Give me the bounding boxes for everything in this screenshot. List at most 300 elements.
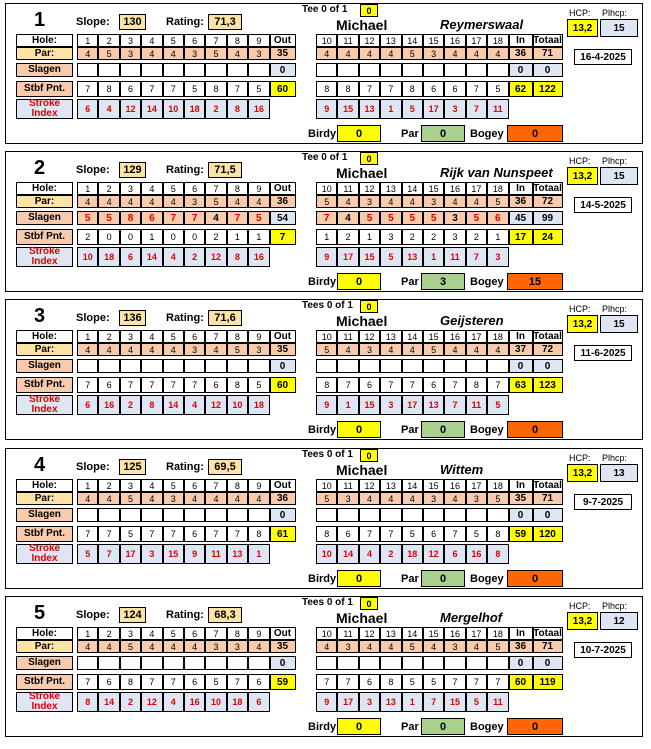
- slagen-front-row: [77, 211, 296, 225]
- slagen-cell: 3: [444, 211, 465, 225]
- player-name: Michael: [336, 313, 388, 329]
- slagen-cell: [163, 359, 184, 373]
- slagen-cell: [466, 359, 487, 373]
- par-out-total: 36: [270, 492, 296, 505]
- si-cell: 11: [205, 544, 226, 564]
- slope-value: 124: [119, 607, 146, 623]
- slagen-cell: [487, 63, 508, 77]
- stbf-cell: 5: [423, 674, 444, 690]
- si-cell: 3: [444, 99, 465, 119]
- holes-cell: 13: [380, 627, 401, 640]
- stbf-cell: 6: [98, 377, 119, 393]
- birdy-label: Birdy: [308, 721, 337, 733]
- si-cell: 5: [380, 247, 401, 267]
- stbf-cell: 7: [444, 377, 465, 393]
- si-cell: 17: [120, 544, 141, 564]
- si-cell: 14: [163, 395, 184, 415]
- slagen-cell: [487, 359, 508, 373]
- slagen-cell: [163, 656, 184, 670]
- holes-cell: 17: [466, 479, 487, 492]
- par-cell: 5: [120, 492, 141, 505]
- bogey-count: 15: [507, 273, 563, 290]
- slagen-cell: 7: [227, 211, 248, 225]
- birdy-label: Birdy: [308, 276, 337, 288]
- stbf-cell: 5: [487, 81, 508, 97]
- birdy-label: Birdy: [308, 128, 337, 140]
- stbf-back-row: [316, 229, 563, 245]
- tee-label: Tees 0 of 1: [302, 300, 353, 311]
- bogey-count: 0: [507, 125, 563, 142]
- si-cell: 5: [77, 544, 98, 564]
- stbf-cell: 7: [359, 81, 380, 97]
- slagen-out-total: 0: [270, 63, 296, 77]
- si-cell: 16: [248, 99, 269, 119]
- slagen-front-row: [77, 359, 296, 373]
- par-cell: 4: [205, 492, 226, 505]
- slagen-cell: [359, 508, 380, 522]
- slagen-in-total: 0: [509, 656, 533, 670]
- course-name: Reymerswaal: [440, 17, 524, 32]
- par-back-row: [316, 640, 563, 653]
- stbf-cell: 5: [120, 526, 141, 542]
- holes-cell: 9: [248, 182, 269, 195]
- slagen-cell: [141, 656, 162, 670]
- plhcp-value: 12: [600, 612, 638, 630]
- holes-cell: 3: [120, 330, 141, 343]
- holes-cell: 6: [184, 627, 205, 640]
- si-cell: 3: [359, 692, 380, 712]
- par-cell: 4: [141, 47, 162, 60]
- holes-cell: 15: [423, 627, 444, 640]
- slagen-cell: 5: [466, 211, 487, 225]
- slagen-cell: [227, 63, 248, 77]
- par-cell: 4: [487, 47, 508, 60]
- holes-cell: 9: [248, 627, 269, 640]
- slagen-out-total: 0: [270, 359, 296, 373]
- stbf-cell: 8: [402, 81, 423, 97]
- holes-cell: 4: [141, 182, 162, 195]
- player-name: Michael: [336, 17, 388, 33]
- par-cell: 4: [359, 640, 380, 653]
- si-cell: 18: [248, 395, 269, 415]
- tee-value: 0: [360, 449, 378, 462]
- slagen-cell: [337, 63, 358, 77]
- stbf-in-total: 17: [509, 229, 533, 245]
- par-cell: 4: [380, 640, 401, 653]
- holes-cell: 14: [402, 182, 423, 195]
- slagen-cell: [402, 508, 423, 522]
- par-back-row: [316, 47, 563, 60]
- tee-value: 0: [360, 4, 378, 17]
- holes-cell: 5: [163, 330, 184, 343]
- si-cell: 10: [163, 99, 184, 119]
- player-name: Michael: [336, 610, 388, 626]
- stbf-out-total: 60: [270, 81, 296, 97]
- holes-cell: 10: [316, 479, 337, 492]
- si-cell: 10: [205, 692, 226, 712]
- par-cell: 4: [77, 640, 98, 653]
- holes-cell: 13: [380, 182, 401, 195]
- stbf-cell: 6: [120, 81, 141, 97]
- stbf-cell: 7: [98, 526, 119, 542]
- holes-grand-total: Totaal: [533, 183, 562, 194]
- course-name: Wittem: [440, 462, 484, 477]
- par-cell: 4: [380, 195, 401, 208]
- si-cell: 5: [402, 99, 423, 119]
- holes-cell: 1: [77, 34, 98, 47]
- par-count-label: Par: [401, 276, 419, 288]
- par-count: 0: [421, 421, 465, 438]
- si-cell: 12: [120, 99, 141, 119]
- holes-out-total: Out: [270, 479, 296, 492]
- stbf-in-total: 63: [509, 377, 533, 393]
- si-cell: 13: [423, 395, 444, 415]
- par-cell: 4: [337, 195, 358, 208]
- holes-cell: 6: [184, 182, 205, 195]
- tee-label: Tees 0 of 1: [302, 449, 353, 460]
- stbf-row-label: Stbf Pnt.: [16, 377, 73, 393]
- round-date: 11-6-2025: [574, 345, 632, 361]
- slagen-cell: [444, 359, 465, 373]
- par-cell: 4: [141, 640, 162, 653]
- holes-cell: 18: [487, 479, 508, 492]
- par-count-label: Par: [401, 573, 419, 585]
- si-cell: 10: [77, 247, 98, 267]
- holes-cell: 13: [380, 330, 401, 343]
- holes-cell: 17: [466, 330, 487, 343]
- si-cell: 13: [359, 99, 380, 119]
- bogey-label: Bogey: [470, 573, 504, 585]
- stbf-cell: 8: [316, 526, 337, 542]
- slagen-cell: [402, 63, 423, 77]
- par-cell: 5: [402, 47, 423, 60]
- bogey-label: Bogey: [470, 128, 504, 140]
- stbf-grand-total: 122: [533, 81, 563, 97]
- stbf-cell: 2: [337, 229, 358, 245]
- holes-cell: 12: [359, 182, 380, 195]
- slagen-cell: [98, 63, 119, 77]
- stbf-in-total: 62: [509, 81, 533, 97]
- holes-cell: 3: [120, 627, 141, 640]
- par-cell: 4: [205, 343, 226, 356]
- stbf-back-row: [316, 674, 563, 690]
- slagen-cell: 7: [163, 211, 184, 225]
- holes-in-total: In: [509, 182, 533, 195]
- round-number: 3: [34, 305, 46, 327]
- si-cell: 17: [337, 692, 358, 712]
- par-cell: 4: [466, 343, 487, 356]
- holes-front-row: [77, 330, 296, 343]
- stbf-cell: 1: [487, 229, 508, 245]
- par-front-row: [77, 492, 296, 505]
- rating-value: 68,3: [208, 607, 242, 623]
- si-cell: 17: [402, 395, 423, 415]
- si-cell: 13: [402, 247, 423, 267]
- par-cell: 4: [248, 492, 269, 505]
- plhcp-value: 13: [600, 464, 638, 482]
- holes-cell: 7: [205, 34, 226, 47]
- par-back-row: [316, 195, 563, 208]
- holes-cell: 15: [423, 182, 444, 195]
- si-cell: 12: [205, 247, 226, 267]
- slagen-cell: 5: [359, 211, 380, 225]
- slagen-cell: [120, 63, 141, 77]
- slagen-in-total: 0: [509, 508, 533, 522]
- stbf-cell: 7: [141, 674, 162, 690]
- round-card: [5, 448, 643, 589]
- slagen-cell: [316, 508, 337, 522]
- round-date: 14-5-2025: [574, 197, 632, 213]
- stbf-front-row: [77, 81, 296, 97]
- par-cell: 4: [163, 47, 184, 60]
- holes-cell: 11: [337, 34, 358, 47]
- par-front-row: [77, 195, 296, 208]
- bogey-label: Bogey: [470, 721, 504, 733]
- slagen-cell: [380, 508, 401, 522]
- stbf-row-label: Stbf Pnt.: [16, 81, 73, 97]
- holes-cell: 6: [184, 479, 205, 492]
- stbf-cell: 5: [402, 526, 423, 542]
- si-cell: 12: [423, 544, 444, 564]
- si-cell: 7: [98, 544, 119, 564]
- slagen-cell: [163, 508, 184, 522]
- slope-value: 129: [119, 162, 146, 178]
- slagen-back-row: [316, 656, 563, 670]
- stbf-cell: 7: [163, 377, 184, 393]
- stroke-index-row-label: Stroke Index: [16, 99, 73, 119]
- round-card: [5, 299, 643, 440]
- stbf-cell: 2: [402, 229, 423, 245]
- rating-label: Rating:: [166, 164, 204, 176]
- holes-cell: 12: [359, 330, 380, 343]
- holes-cell: 16: [444, 182, 465, 195]
- slagen-cell: [77, 656, 98, 670]
- par-cell: 5: [423, 343, 444, 356]
- holes-cell: 14: [402, 330, 423, 343]
- slagen-cell: [423, 508, 444, 522]
- par-cell: 3: [337, 492, 358, 505]
- slope-value: 136: [119, 310, 146, 326]
- slope-label: Slope:: [76, 312, 110, 324]
- stbf-cell: 8: [98, 81, 119, 97]
- holes-front-row: [77, 627, 296, 640]
- slagen-cell: [120, 656, 141, 670]
- birdy-count: 0: [337, 273, 381, 290]
- slagen-cell: [141, 63, 162, 77]
- slagen-row-label: Slagen: [16, 63, 73, 77]
- holes-grand-total: Totaal: [533, 480, 562, 491]
- stbf-cell: 5: [248, 81, 269, 97]
- hcp-value: 13,2: [567, 464, 598, 482]
- stbf-cell: 5: [248, 377, 269, 393]
- par-cell: 3: [184, 47, 205, 60]
- par-out-total: 35: [270, 47, 296, 60]
- stbf-cell: 1: [141, 229, 162, 245]
- stbf-cell: 8: [337, 81, 358, 97]
- si-cell: 1: [380, 99, 401, 119]
- slagen-cell: 5: [98, 211, 119, 225]
- stbf-cell: 7: [380, 81, 401, 97]
- holes-cell: 10: [316, 182, 337, 195]
- par-count-label: Par: [401, 721, 419, 733]
- stbf-in-total: 60: [509, 674, 533, 690]
- slagen-cell: [487, 508, 508, 522]
- si-cell: 9: [316, 692, 337, 712]
- par-grand-total: 72: [533, 195, 563, 208]
- si-cell: 18: [402, 544, 423, 564]
- stbf-cell: 3: [380, 229, 401, 245]
- slagen-out-total: 0: [270, 508, 296, 522]
- slagen-cell: [402, 359, 423, 373]
- stbf-cell: 7: [337, 377, 358, 393]
- holes-front-row: [77, 182, 296, 195]
- stbf-cell: 6: [359, 674, 380, 690]
- bogey-label: Bogey: [470, 276, 504, 288]
- slagen-front-row: [77, 63, 296, 77]
- stbf-out-total: 59: [270, 674, 296, 690]
- stbf-cell: 6: [359, 377, 380, 393]
- holes-cell: 12: [359, 627, 380, 640]
- si-cell: 7: [466, 99, 487, 119]
- hcp-label: HCP:: [569, 601, 591, 611]
- holes-front-row: [77, 34, 296, 47]
- holes-cell: 10: [316, 34, 337, 47]
- slagen-cell: [227, 508, 248, 522]
- slope-label: Slope:: [76, 609, 110, 621]
- stbf-cell: 7: [77, 377, 98, 393]
- par-cell: 4: [402, 343, 423, 356]
- par-in-total: 36: [509, 47, 533, 60]
- slagen-cell: 4: [337, 211, 358, 225]
- tee-value: 0: [360, 152, 378, 165]
- par-cell: 4: [227, 195, 248, 208]
- holes-back-row: [316, 330, 563, 343]
- par-count-label: Par: [401, 128, 419, 140]
- si-cell: 2: [380, 544, 401, 564]
- par-cell: 4: [98, 195, 119, 208]
- si-cell: 11: [444, 247, 465, 267]
- holes-cell: 9: [248, 34, 269, 47]
- holes-cell: 8: [227, 330, 248, 343]
- holes-cell: 7: [205, 627, 226, 640]
- stbf-cell: 7: [141, 377, 162, 393]
- holes-cell: 2: [98, 330, 119, 343]
- rating-label: Rating:: [166, 461, 204, 473]
- par-cell: 3: [120, 47, 141, 60]
- slagen-cell: [380, 359, 401, 373]
- slope-label: Slope:: [76, 164, 110, 176]
- stbf-cell: 6: [337, 526, 358, 542]
- slagen-cell: [359, 63, 380, 77]
- plhcp-label: Plhcp:: [602, 601, 628, 611]
- slagen-cell: 5: [248, 211, 269, 225]
- si-cell: 15: [163, 544, 184, 564]
- slagen-grand-total: 99: [533, 211, 563, 225]
- par-count: 3: [421, 273, 465, 290]
- par-out-total: 35: [270, 640, 296, 653]
- stbf-cell: 3: [444, 229, 465, 245]
- stbf-cell: 7: [487, 377, 508, 393]
- stbf-grand-total: 119: [533, 674, 563, 690]
- si-cell: 15: [359, 247, 380, 267]
- stbf-cell: 7: [77, 674, 98, 690]
- si-cell: 15: [337, 99, 358, 119]
- slagen-row-label: Slagen: [16, 656, 73, 670]
- holes-cell: 15: [423, 330, 444, 343]
- par-cell: 4: [98, 343, 119, 356]
- stbf-cell: 5: [466, 526, 487, 542]
- slagen-cell: [227, 656, 248, 670]
- slagen-cell: [184, 359, 205, 373]
- round-card: [5, 596, 643, 737]
- slagen-row-label: Slagen: [16, 508, 73, 522]
- holes-cell: 7: [205, 479, 226, 492]
- par-cell: 3: [359, 343, 380, 356]
- slagen-cell: [466, 508, 487, 522]
- par-cell: 4: [98, 492, 119, 505]
- par-cell: 4: [77, 343, 98, 356]
- slagen-cell: [98, 359, 119, 373]
- si-cell: 13: [380, 692, 401, 712]
- stbf-cell: 2: [423, 229, 444, 245]
- stbf-cell: 5: [402, 674, 423, 690]
- si-front-row: [77, 395, 270, 415]
- slagen-cell: 5: [380, 211, 401, 225]
- par-cell: 4: [316, 640, 337, 653]
- si-cell: 6: [120, 247, 141, 267]
- par-cell: 4: [184, 492, 205, 505]
- par-cell: 4: [380, 47, 401, 60]
- slagen-cell: [359, 359, 380, 373]
- stbf-out-total: 61: [270, 526, 296, 542]
- si-cell: 11: [487, 99, 508, 119]
- rating-value: 69,5: [208, 459, 242, 475]
- slagen-row-label: Slagen: [16, 359, 73, 373]
- course-name: Mergelhof: [440, 610, 503, 625]
- slagen-in-total: 0: [509, 359, 533, 373]
- plhcp-label: Plhcp:: [602, 156, 628, 166]
- stbf-cell: 1: [227, 229, 248, 245]
- si-cell: 4: [163, 247, 184, 267]
- si-back-row: [316, 692, 509, 712]
- holes-cell: 17: [466, 34, 487, 47]
- si-cell: 18: [184, 99, 205, 119]
- par-back-row: [316, 343, 563, 356]
- holes-cell: 16: [444, 627, 465, 640]
- slope-value: 130: [119, 14, 146, 30]
- par-grand-total: 71: [533, 492, 563, 505]
- par-front-row: [77, 47, 296, 60]
- stbf-row-label: Stbf Pnt.: [16, 526, 73, 542]
- par-cell: 4: [402, 195, 423, 208]
- holes-cell: 14: [402, 627, 423, 640]
- round-number: 4: [34, 454, 46, 476]
- slagen-cell: 6: [487, 211, 508, 225]
- si-cell: 10: [227, 395, 248, 415]
- si-cell: 14: [337, 544, 358, 564]
- si-cell: 9: [316, 247, 337, 267]
- par-cell: 4: [359, 47, 380, 60]
- stbf-row-label: Stbf Pnt.: [16, 674, 73, 690]
- slagen-cell: [316, 359, 337, 373]
- holes-cell: 10: [316, 627, 337, 640]
- slagen-grand-total: 0: [533, 656, 563, 670]
- par-cell: 4: [184, 640, 205, 653]
- holes-cell: 4: [141, 330, 162, 343]
- par-cell: 5: [98, 47, 119, 60]
- par-cell: 3: [248, 47, 269, 60]
- si-back-row: [316, 544, 509, 564]
